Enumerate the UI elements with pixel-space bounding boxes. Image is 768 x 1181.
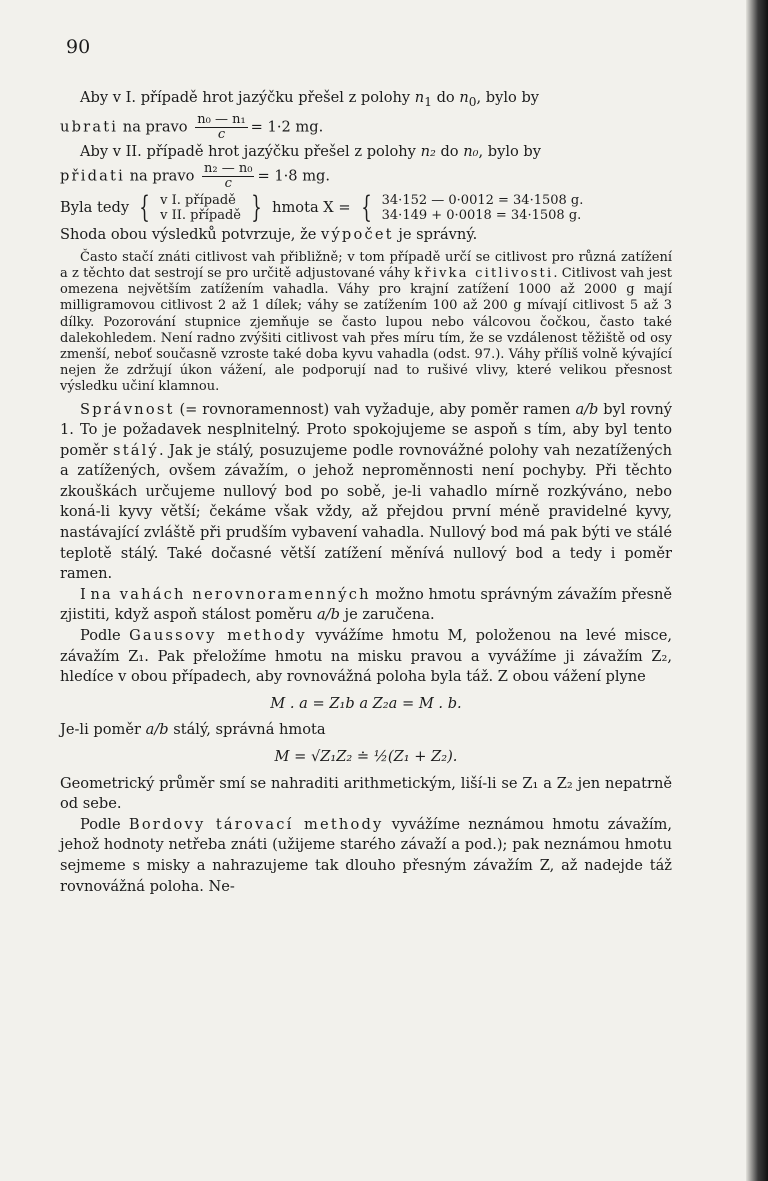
formula-case-one: ubrati na pravo $\frac{\text{n₀ — n₁}}{c}$ = 1·2 mg. bbox=[60, 111, 324, 142]
page-number: 90 bbox=[66, 36, 91, 58]
page-edge-shadow bbox=[746, 0, 768, 1181]
paragraph-geometric-mean: Geometrický průměr smí se nahraditi arithmetickým, liší-li se Z₁ a Z₂ jen nepatrně od sebe. bbox=[60, 774, 672, 813]
paragraph-unequal-arms: I na vahách nerovnoramenných možno hmotu správným závažím přesně zjistiti, když aspoň stálost poměru a/b je zaručena. bbox=[60, 585, 672, 624]
fraction-one: $\frac{\text{n₀ — n₁}}{c}$ bbox=[197, 111, 246, 142]
paragraph-borda-method: Podle Bordovy tárovací methody vyvážíme neznámou hmotu závažím, jehož hodnoty netřeba znáti (užijeme starého závaží a pod.); pak neznámou hmotu sejmeme s misky a nahrazujeme tak dlouho přesným závažím Z, až nadejde táž rovnovážná poloha. Ne- bbox=[60, 815, 672, 895]
page-body bbox=[60, 88, 672, 897]
paragraph-case-two: Aby v II. případě hrot jazýčku přešel z polohy n₂ do n₀, bylo by bbox=[80, 142, 542, 160]
paragraph-sensitivity: Často stačí znáti citlivost vah přibližně; v tom případě určí se citlivost pro různá zatížení a z těchto dat sestrojí se pro určitě adjustované váhy křivka citlivosti. Citlivost vah jest omezena největším zatížením vahadla. Váhy pro krajní zatížení 1000 až 2000 g mají milligramovou citlivost 2 až 1 dílek; váhy se zatížením 100 až 200 g mívají citlivost 5 až 3 dílky. Pozorování stupnice zjemňuje se často lupou nebo válcovou čočkou, často také dalekohledem. Není radno zvýšiti citlivost vah přes míru tím, že se vzdálenost těžiště od osy zmenší, neboť současně vzroste také doba kyvu vahadla (odst. 97.). Váhy příliš volně kývající nejen že zdržují úkon vážení, ale podporují nad to rušivé vlivy, které velikou přesnost výsledku učiní klamnou. bbox=[60, 249, 672, 395]
equation-mass: M = √Z₁Z₂ ≐ ½(Z₁ + Z₂). bbox=[274, 748, 458, 766]
paragraph-gauss-method: Podle Gaussovy methody vyvážíme hmotu M, položenou na levé misce, závažím Z₁. Pak přeložíme hmotu na misku pravou a vyvážíme ji závažím Z₂, hledíce v obou případech, aby rovnovážná poloha byla táž. Z obou vážení plyne bbox=[60, 627, 672, 686]
paragraph-agreement: Shoda obou výsledků potvrzuje, že výpočet je správný. bbox=[60, 226, 478, 244]
mass-result-block: Byla tedy { v I. případě v II. případě } hmota X = { 34·152 — 0·0012 = 34·1508 g. 34·149 + 0·0018 = 34·1508 g. bbox=[60, 190, 584, 226]
equation-balance: M . a = Z₁b a Z₂a = M . b. bbox=[270, 694, 462, 712]
paragraph-correctness: Správnost (= rovnoramennost) vah vyžaduje, aby poměr ramen a/b byl rovný 1. To je požadavek nesplnitelný. Proto spokojujeme se aspoň s tím, aby byl tento poměr stálý. Jak je stálý, posuzujeme podle rovnovážné polohy vah nezatížených a zatížených, ovšem závažím, o jehož neproměnnosti není pochyby. Při těchto zkouškách určujeme nullový bod po sobě, je-li vahadlo mírně rozkýváno, nebo koná-li kyvy větší; čekáme však vždy, až přejdou první méně pravidelné kyvy, nastávající zvláště při prudším vybavení vahadla. Nullový bod má pak býti ve stálé teplotě stálý. Také dočasné větší zatížení měnívá nullový bod a tedy i poměr ramen. bbox=[60, 400, 672, 583]
formula-case-two: přidati na pravo $\frac{\text{n₂ — n₀}}{c}$ = 1·8 mg. bbox=[60, 161, 331, 192]
paragraph-case-one: Aby v I. případě hrot jazýčku přešel z polohy $n_1$ do $n_0$, bylo by bbox=[80, 89, 540, 109]
paragraph-constant-ratio: Je-li poměr a/b stálý, správná hmota bbox=[60, 721, 326, 739]
fraction-two: $\frac{\text{n₂ — n₀}}{c}$ bbox=[204, 161, 253, 192]
